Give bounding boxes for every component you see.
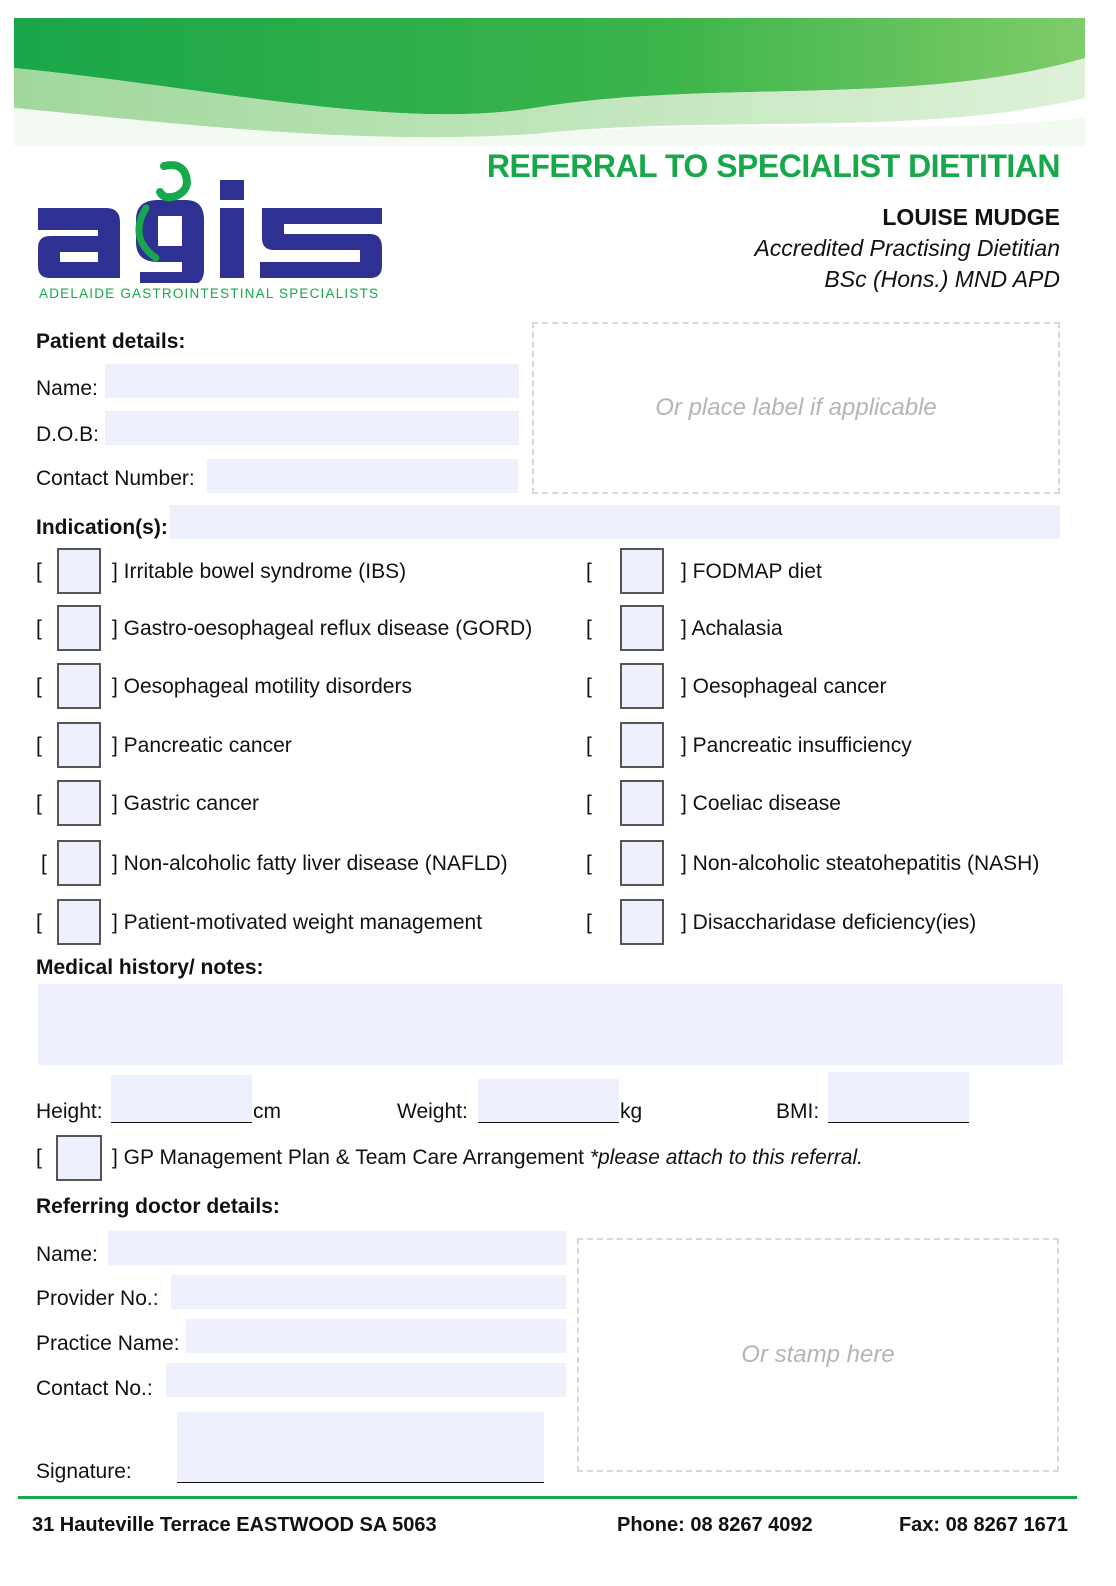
patient-label-box[interactable] xyxy=(532,322,1060,494)
indication-bracket: [ xyxy=(36,792,42,815)
indication-label-left-1: ] Irritable bowel syndrome (IBS) xyxy=(112,560,407,583)
logo-tagline: ADELAIDE GASTROINTESTINAL SPECIALISTS xyxy=(39,286,380,301)
patient-name-field[interactable] xyxy=(105,364,519,398)
indication-label-right-6: ] Non-alcoholic steatohepatitis (NASH) xyxy=(681,852,1040,875)
indication-label-left-5: ] Gastric cancer xyxy=(112,792,260,815)
stamp-placeholder: Or stamp here xyxy=(741,1341,895,1368)
bmi-underline xyxy=(828,1102,969,1123)
signature-underline xyxy=(177,1462,544,1483)
indications-heading: Indication(s): xyxy=(36,516,168,539)
patient-name-label: Name: xyxy=(36,377,98,400)
doctor-details-heading: Referring doctor details: xyxy=(36,1195,280,1218)
doctor-name-field[interactable] xyxy=(108,1231,566,1265)
doctor-contact-field[interactable] xyxy=(166,1363,566,1397)
weight-underline xyxy=(478,1102,619,1123)
indication-bracket: [ xyxy=(36,675,42,698)
medical-history-field[interactable] xyxy=(38,984,1063,1065)
weight-label: Weight: xyxy=(397,1100,468,1123)
gp-plan-text xyxy=(112,1146,863,1170)
footer-address: 31 Hauteville Terrace EASTWOOD SA 5063 xyxy=(32,1514,437,1536)
indication-label-left-6: ] Non-alcoholic fatty liver disease (NAFLD) xyxy=(112,852,508,875)
height-unit: cm xyxy=(253,1100,281,1123)
dietitian-role: Accredited Practising Dietitian xyxy=(754,235,1060,261)
provider-no-field[interactable] xyxy=(171,1275,566,1309)
indication-label-left-2: ] Gastro-oesophageal reflux disease (GORD) xyxy=(112,617,533,640)
indication-bracket: [ xyxy=(36,734,42,757)
indication-label-right-3: ] Oesophageal cancer xyxy=(681,675,887,698)
weight-unit: kg xyxy=(620,1100,643,1123)
height-label: Height: xyxy=(36,1100,103,1123)
indication-label-right-5: ] Coeliac disease xyxy=(681,792,841,815)
indication-bracket: [ xyxy=(36,617,42,640)
doctor-name-label: Name: xyxy=(36,1243,98,1266)
indication-checkbox-left-6[interactable] xyxy=(57,840,101,886)
wave-graphic xyxy=(14,18,1085,146)
indication-label-left-4: ] Pancreatic cancer xyxy=(112,734,292,757)
indication-bracket: [ xyxy=(586,792,592,815)
logo-mark xyxy=(36,158,392,283)
height-underline xyxy=(111,1102,252,1123)
indication-checkbox-right-3[interactable] xyxy=(620,663,664,709)
indication-bracket: [ xyxy=(586,617,592,640)
gp-plan-note: *please attach to this referral. xyxy=(589,1146,863,1169)
indication-checkbox-left-4[interactable] xyxy=(57,722,101,768)
indication-bracket: [ xyxy=(586,560,592,583)
indication-checkbox-left-2[interactable] xyxy=(57,605,101,651)
patient-dob-label: D.O.B: xyxy=(36,423,100,446)
indication-bracket: [ xyxy=(586,911,592,934)
indication-checkbox-right-1[interactable] xyxy=(620,548,664,594)
indication-label-right-1: ] FODMAP diet xyxy=(681,560,822,583)
doctor-contact-label: Contact No.: xyxy=(36,1377,153,1400)
footer-divider xyxy=(18,1496,1077,1499)
header-banner xyxy=(14,18,1085,146)
indication-checkbox-right-7[interactable] xyxy=(620,899,664,945)
indication-label-left-3: ] Oesophageal motility disorders xyxy=(112,675,412,698)
indication-bracket: [ xyxy=(36,911,42,934)
indication-label-right-7: ] Disaccharidase deficiency(ies) xyxy=(681,911,977,934)
dietitian-quals: BSc (Hons.) MND APD xyxy=(824,266,1060,292)
indication-checkbox-right-6[interactable] xyxy=(620,840,664,886)
indication-label-right-4: ] Pancreatic insufficiency xyxy=(681,734,912,757)
footer-fax: Fax: 08 8267 1671 xyxy=(898,1514,1068,1536)
bmi-label: BMI: xyxy=(776,1100,820,1123)
indication-checkbox-right-4[interactable] xyxy=(620,722,664,768)
stamp-box[interactable] xyxy=(577,1238,1059,1472)
signature-label: Signature: xyxy=(36,1460,132,1483)
indication-checkbox-right-5[interactable] xyxy=(620,780,664,826)
patient-contact-label: Contact Number: xyxy=(36,467,195,490)
agis-logo xyxy=(36,158,392,304)
patient-contact-field[interactable] xyxy=(207,459,518,493)
indication-checkbox-left-3[interactable] xyxy=(57,663,101,709)
medical-history-heading: Medical history/ notes: xyxy=(36,956,264,979)
indication-label-left-7: ] Patient-motivated weight management xyxy=(112,911,483,934)
indication-bracket: [ xyxy=(586,852,592,875)
indication-bracket: [ xyxy=(36,560,42,583)
indication-checkbox-left-5[interactable] xyxy=(57,780,101,826)
indication-checkbox-left-7[interactable] xyxy=(57,899,101,945)
page-title: REFERRAL TO SPECIALIST DIETITIAN xyxy=(486,148,1060,184)
practice-name-field[interactable] xyxy=(186,1319,566,1353)
indications-field[interactable] xyxy=(170,505,1060,539)
patient-details-heading: Patient details: xyxy=(36,330,186,353)
dietitian-name: LOUISE MUDGE xyxy=(882,204,1060,230)
provider-no-label: Provider No.: xyxy=(36,1287,159,1310)
patient-label-placeholder: Or place label if applicable xyxy=(655,394,937,421)
gp-bracket: [ xyxy=(36,1146,42,1169)
footer-phone: Phone: 08 8267 4092 xyxy=(617,1514,813,1536)
gp-plan-checkbox[interactable] xyxy=(56,1135,102,1181)
indication-bracket: [ xyxy=(586,675,592,698)
indication-checkbox-left-1[interactable] xyxy=(57,548,101,594)
indication-bracket: [ xyxy=(586,734,592,757)
indication-bracket: [ xyxy=(41,852,47,875)
indication-label-right-2: ] Achalasia xyxy=(681,617,783,640)
indication-checkbox-right-2[interactable] xyxy=(620,605,664,651)
practice-name-label: Practice Name: xyxy=(36,1332,180,1355)
gp-plan-label: ] GP Management Plan & Team Care Arrangement xyxy=(112,1146,584,1169)
patient-dob-field[interactable] xyxy=(105,411,519,445)
